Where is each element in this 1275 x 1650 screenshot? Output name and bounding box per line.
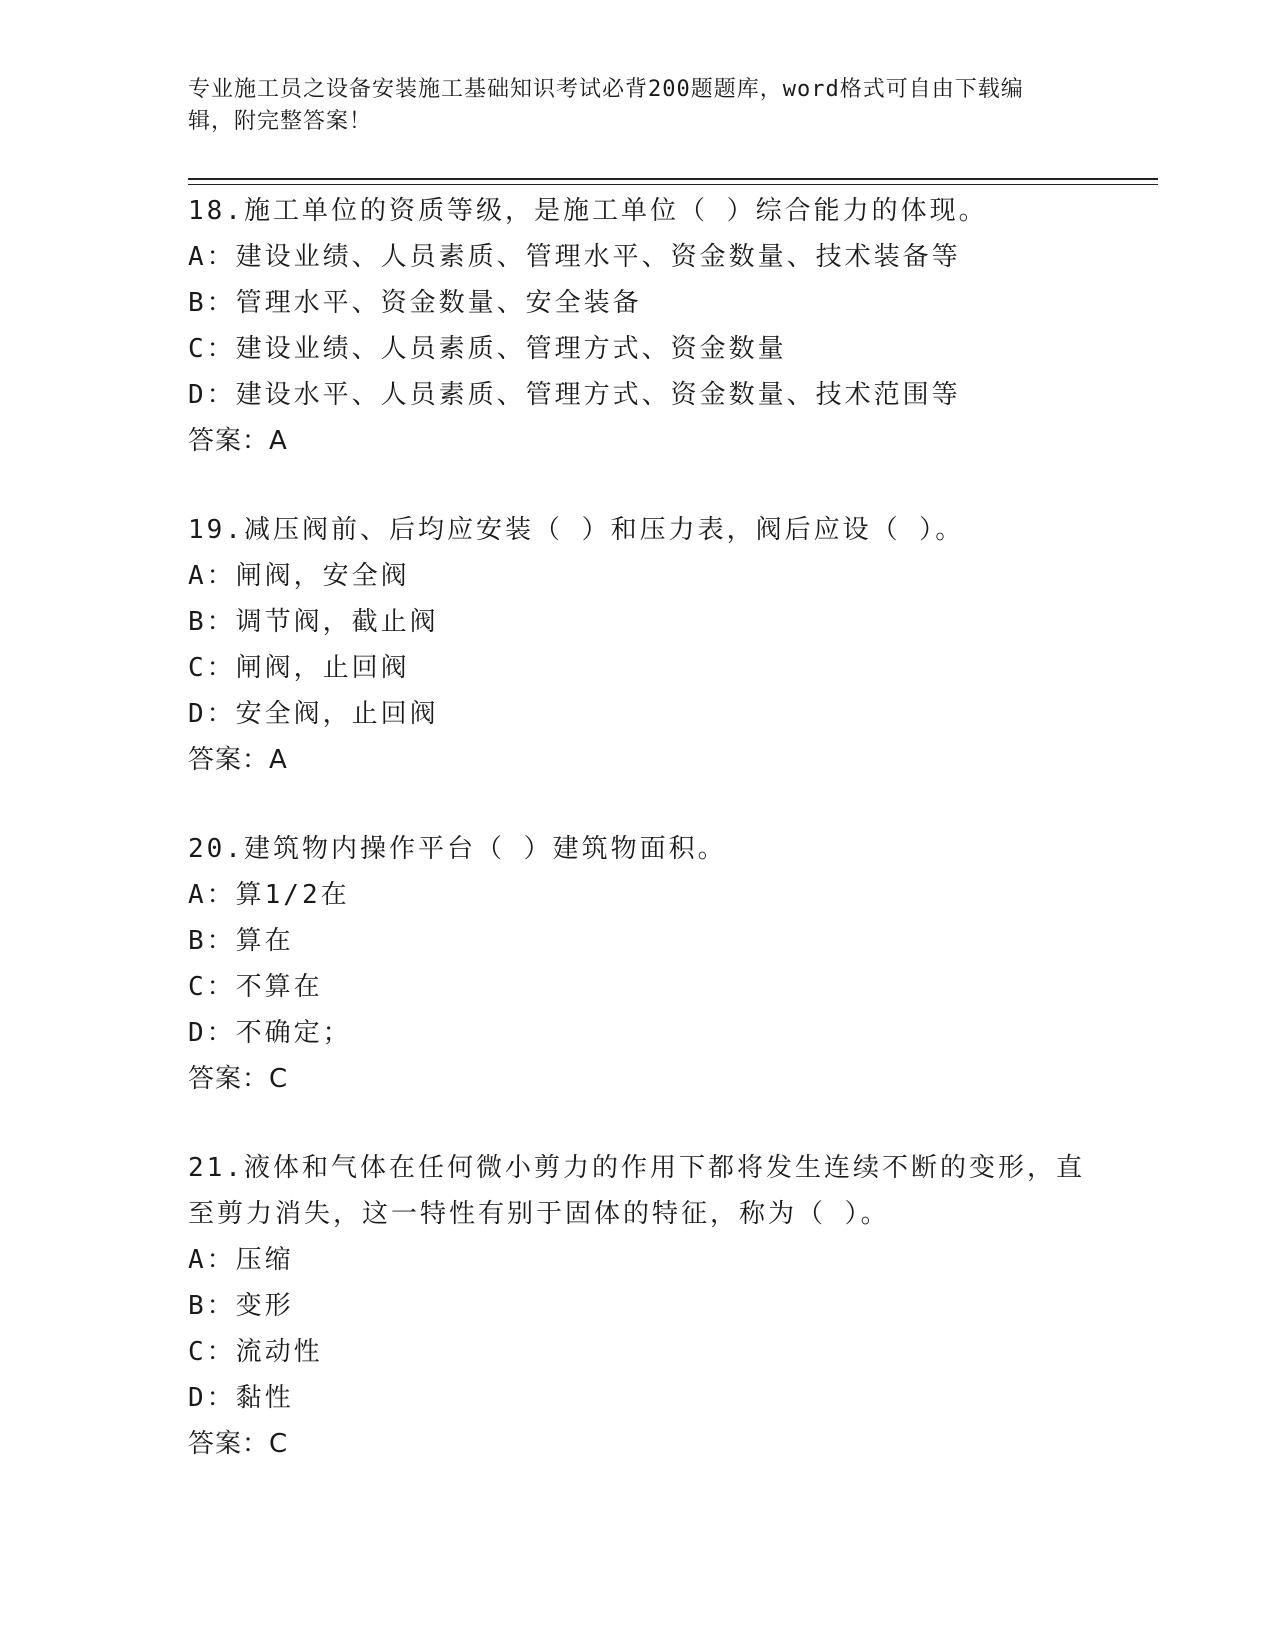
header-rule-thin <box>188 184 1158 185</box>
question-list <box>188 188 1088 1510</box>
option-b: B：管理水平、资金数量、安全装备 <box>188 288 642 318</box>
option-d: D：安全阀，止回阀 <box>188 699 439 729</box>
option-c: C：不算在 <box>188 972 323 1002</box>
option-a: A：算1/2在 <box>188 880 350 910</box>
question-stem: 19.减压阀前、后均应安装（ ）和压力表，阀后应设（ ）。 <box>188 515 965 545</box>
option-b: B：算在 <box>188 926 294 956</box>
question-20 <box>188 826 1088 1102</box>
question-stem-line-1: 21.液体和气体在任何微小剪力的作用下都将发生连续不断的变形，直 <box>188 1153 1085 1183</box>
document-header: 专业施工员之设备安装施工基础知识考试必背200题题库，word格式可自由下载编辑，附完整答案！ <box>188 77 1024 134</box>
option-d: D：黏性 <box>188 1383 294 1413</box>
option-b: B：调节阀，截止阀 <box>188 607 439 637</box>
question-19 <box>188 507 1088 783</box>
question-18 <box>188 188 1088 464</box>
option-c: C：闸阀，止回阀 <box>188 653 410 683</box>
answer-line: 答案：C <box>188 1064 289 1094</box>
option-d: D：不确定； <box>188 1018 352 1048</box>
option-d: D：建设水平、人员素质、管理方式、资金数量、技术范围等 <box>188 380 961 410</box>
question-stem: 20.建筑物内操作平台（ ）建筑物面积。 <box>188 834 727 864</box>
option-b: B：变形 <box>188 1291 294 1321</box>
question-stem: 18.施工单位的资质等级，是施工单位（ ）综合能力的体现。 <box>188 196 988 226</box>
option-a: A：压缩 <box>188 1245 294 1275</box>
answer-line: 答案：A <box>188 745 288 775</box>
option-c: C：建设业绩、人员素质、管理方式、资金数量 <box>188 334 787 364</box>
answer-line: 答案：C <box>188 1429 289 1459</box>
question-stem-line-2: 至剪力消失，这一特性有别于固体的特征，称为（ ）。 <box>188 1199 890 1229</box>
header-rule-thick <box>188 178 1158 180</box>
question-21 <box>188 1145 1088 1467</box>
option-a: A：闸阀，安全阀 <box>188 561 410 591</box>
option-a: A：建设业绩、人员素质、管理水平、资金数量、技术装备等 <box>188 242 961 272</box>
answer-line: 答案：A <box>188 426 288 456</box>
option-c: C：流动性 <box>188 1337 323 1367</box>
